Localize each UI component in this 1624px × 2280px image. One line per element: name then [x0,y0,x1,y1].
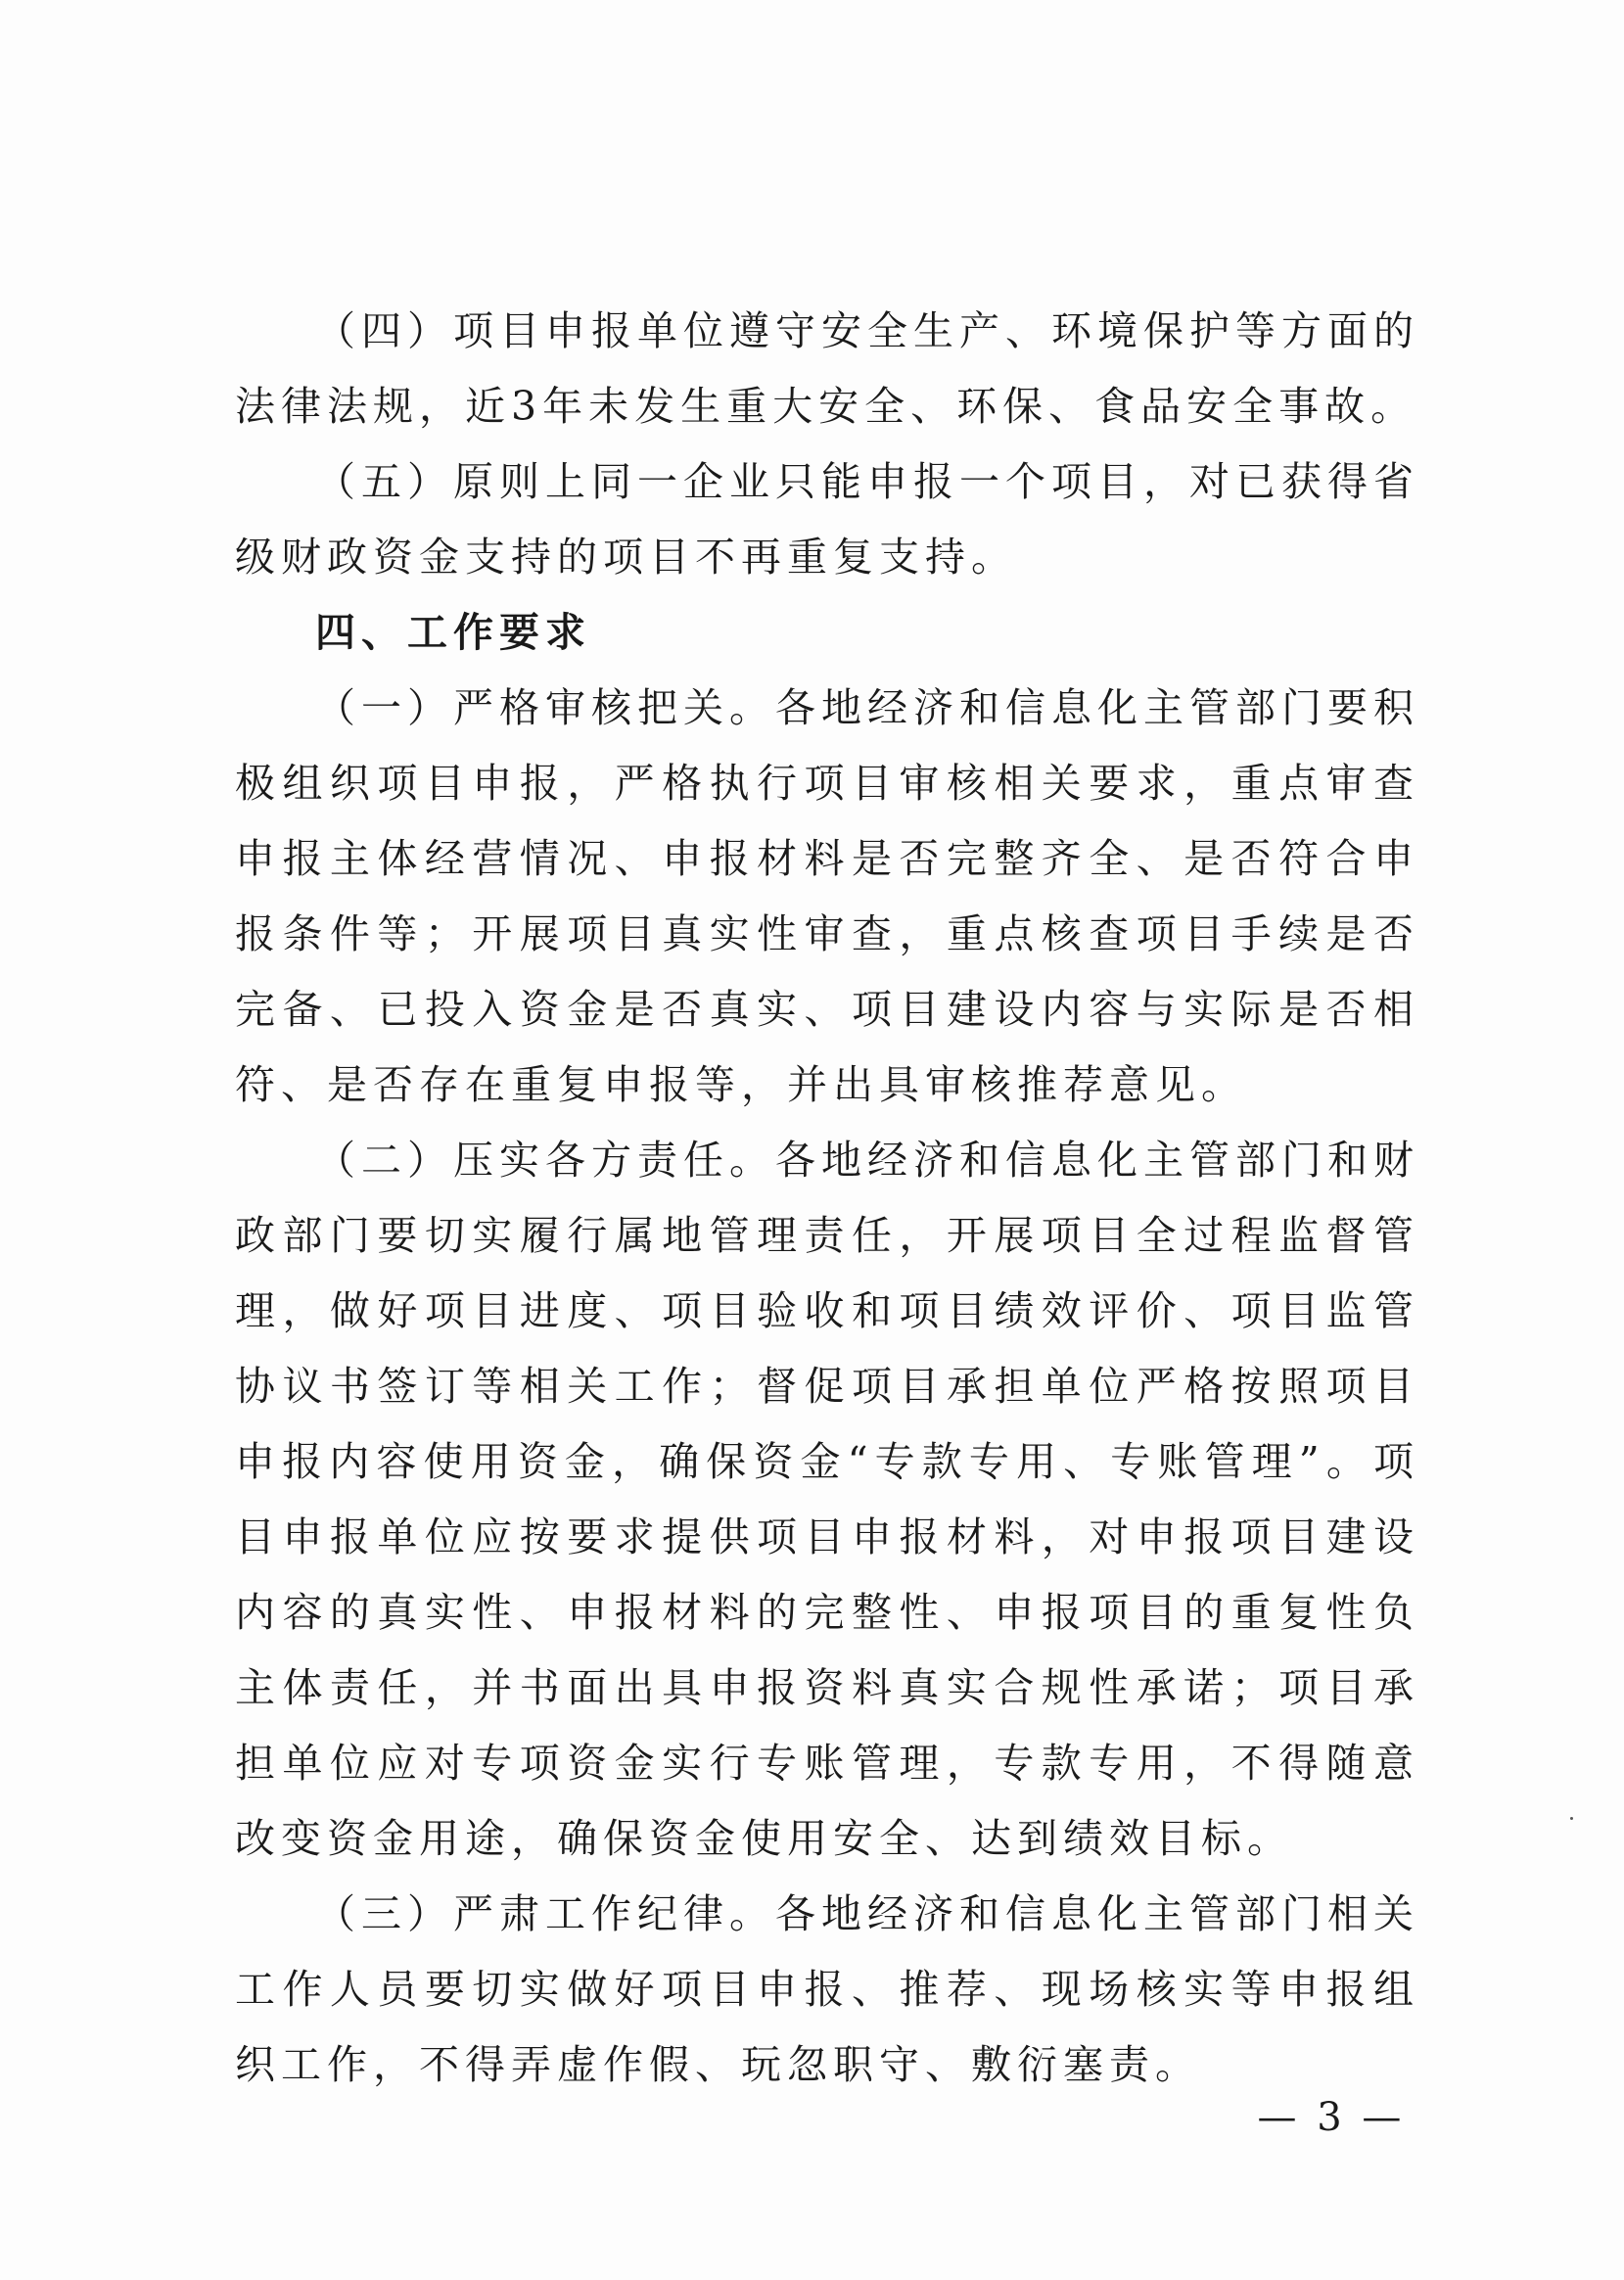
page-number: — 3 — [1257,2095,1406,2140]
requirement-item-3: （三）严肃工作纪律。各地经济和信息化主管部门相关工作人员要切实做好项目申报、推荐、现场核实等申报组织工作，不得弄虚作假、玩忽职守、敷衍塞责。 [235,1890,1419,2088]
document-body [235,294,1419,2103]
requirement-item-2: （二）压实各方责任。各地经济和信息化主管部门和财政部门要切实履行属地管理责任，开展项目全过程监督管理，做好项目进度、项目验收和项目绩效评价、项目监管协议书签订等相关工作；督促项目承担单位严格按照项目申报内容使用资金，确保资金“专款专用、专账管理”。项目申报单位应按要求提供项目申报材料，对申报项目建设内容的真实性、申报材料的完整性、申报项目的重复性负主体责任，并书面出具申报资料真实合规性承诺；项目承担单位应对专项资金实行专账管理，专款专用，不得随意改变资金用途，确保资金使用安全、达到绩效目标。 [235,1137,1419,1862]
scan-speck [1570,1817,1573,1820]
paragraph-item-4: （四）项目申报单位遵守安全生产、环境保护等方面的法律法规，近3年未发生重大安全、环保、食品安全事故。 [235,307,1419,430]
requirement-item-1: （一）严格审核把关。各地经济和信息化主管部门要积极组织项目申报，严格执行项目审核相关要求，重点审查申报主体经营情况、申报材料是否完整齐全、是否符合申报条件等；开展项目真实性审查，重点核查项目手续是否完备、已投入资金是否真实、项目建设内容与实际是否相符、是否存在重复申报等，并出具审核推荐意见。 [235,684,1419,1108]
section-heading: 四、工作要求 [315,609,591,656]
paragraph-item-5: （五）原则上同一企业只能申报一个项目，对已获得省级财政资金支持的项目不再重复支持。 [235,458,1419,581]
